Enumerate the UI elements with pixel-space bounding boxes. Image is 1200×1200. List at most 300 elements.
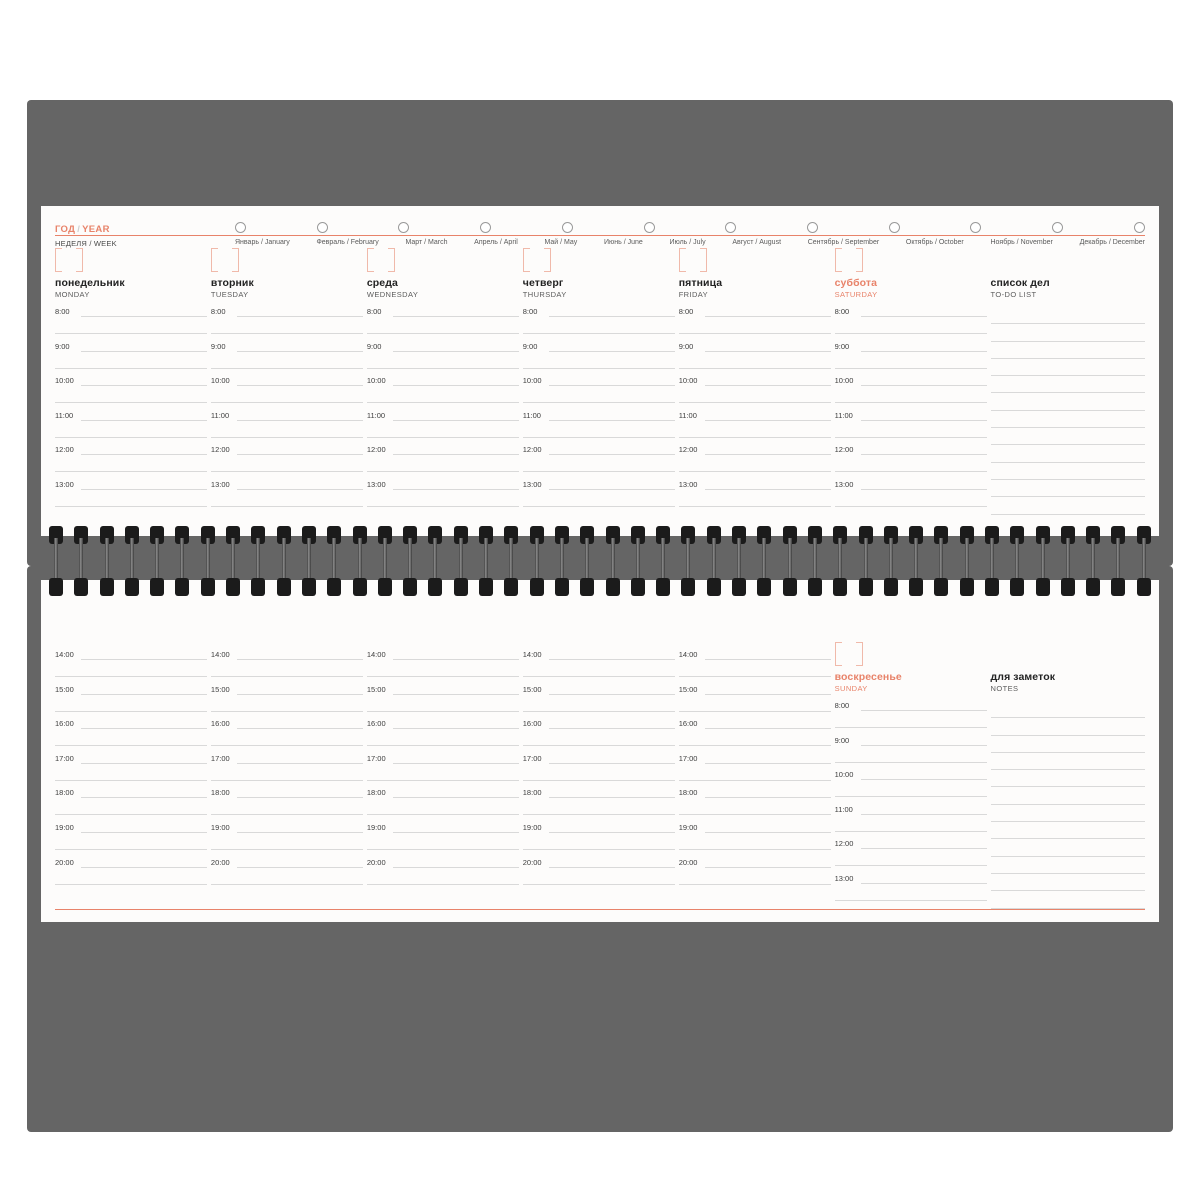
writing-line[interactable] <box>861 385 987 386</box>
writing-line[interactable] <box>991 445 1145 462</box>
writing-line[interactable] <box>237 385 363 386</box>
writing-line[interactable] <box>237 420 363 421</box>
writing-line[interactable] <box>237 832 363 833</box>
writing-line[interactable] <box>679 814 831 815</box>
writing-line[interactable] <box>55 849 207 850</box>
writing-line[interactable] <box>835 506 987 507</box>
writing-line[interactable] <box>81 489 207 490</box>
month-checkbox[interactable] <box>480 222 491 233</box>
time-slot[interactable] <box>55 411 209 446</box>
writing-line[interactable] <box>237 763 363 764</box>
writing-line[interactable] <box>55 437 207 438</box>
month-checkbox[interactable] <box>562 222 573 233</box>
writing-line[interactable] <box>393 489 519 490</box>
time-slot[interactable] <box>523 650 677 685</box>
writing-line[interactable] <box>835 831 987 832</box>
writing-line[interactable] <box>861 489 987 490</box>
writing-line[interactable] <box>237 316 363 317</box>
day-name-ru: суббота <box>834 277 878 289</box>
writing-line[interactable] <box>679 437 831 438</box>
writing-line[interactable] <box>705 316 831 317</box>
writing-line[interactable] <box>523 849 675 850</box>
time-slot[interactable] <box>679 445 833 480</box>
writing-line[interactable] <box>211 814 363 815</box>
writing-line[interactable] <box>861 420 987 421</box>
writing-line[interactable] <box>991 787 1145 804</box>
time-slot[interactable] <box>679 411 833 446</box>
writing-line[interactable] <box>367 884 519 885</box>
writing-line[interactable] <box>679 849 831 850</box>
writing-line[interactable] <box>523 745 675 746</box>
writing-line[interactable] <box>705 867 831 868</box>
date-bracket-field[interactable] <box>835 248 863 272</box>
time-slot[interactable] <box>835 736 989 771</box>
writing-line[interactable] <box>991 411 1145 428</box>
writing-line[interactable] <box>549 728 675 729</box>
writing-line[interactable] <box>835 762 987 763</box>
time-slot[interactable] <box>211 719 365 754</box>
time-slot[interactable] <box>835 307 989 342</box>
writing-line[interactable] <box>523 814 675 815</box>
writing-line[interactable] <box>549 385 675 386</box>
writing-line[interactable] <box>55 333 207 334</box>
time-slot[interactable] <box>523 858 677 893</box>
time-slot[interactable] <box>523 823 677 858</box>
time-label: 19:00 <box>366 822 386 832</box>
writing-line[interactable] <box>991 359 1145 376</box>
writing-line[interactable] <box>55 506 207 507</box>
writing-line[interactable] <box>835 402 987 403</box>
writing-line[interactable] <box>835 727 987 728</box>
writing-line[interactable] <box>991 805 1145 822</box>
writing-line[interactable] <box>211 676 363 677</box>
writing-line[interactable] <box>367 780 519 781</box>
date-bracket-field[interactable] <box>367 248 395 272</box>
writing-line[interactable] <box>861 710 987 711</box>
month-checkbox[interactable] <box>235 222 246 233</box>
time-label: 12:00 <box>522 445 542 455</box>
writing-line[interactable] <box>393 351 519 352</box>
writing-line[interactable] <box>991 839 1145 856</box>
writing-line[interactable] <box>55 676 207 677</box>
writing-line[interactable] <box>211 884 363 885</box>
time-label: 9:00 <box>366 341 382 351</box>
writing-line[interactable] <box>679 471 831 472</box>
writing-line[interactable] <box>237 797 363 798</box>
writing-line[interactable] <box>393 832 519 833</box>
writing-line[interactable] <box>367 471 519 472</box>
writing-line[interactable] <box>237 659 363 660</box>
time-label: 17:00 <box>366 753 386 763</box>
writing-line[interactable] <box>55 471 207 472</box>
writing-line[interactable] <box>211 780 363 781</box>
writing-line[interactable] <box>81 351 207 352</box>
writing-line[interactable] <box>367 849 519 850</box>
time-slot[interactable] <box>367 445 521 480</box>
writing-line[interactable] <box>705 385 831 386</box>
writing-line[interactable] <box>81 454 207 455</box>
writing-line[interactable] <box>991 753 1145 770</box>
writing-line[interactable] <box>393 316 519 317</box>
writing-line[interactable] <box>549 454 675 455</box>
time-slot[interactable] <box>55 858 209 893</box>
writing-line[interactable] <box>679 506 831 507</box>
writing-line[interactable] <box>835 796 987 797</box>
time-slot[interactable] <box>523 719 677 754</box>
time-slot[interactable] <box>679 307 833 342</box>
writing-line[interactable] <box>835 865 987 866</box>
writing-line[interactable] <box>393 694 519 695</box>
writing-line[interactable] <box>861 883 987 884</box>
writing-line[interactable] <box>523 402 675 403</box>
writing-line[interactable] <box>237 489 363 490</box>
time-slot[interactable] <box>835 480 989 515</box>
writing-line[interactable] <box>211 745 363 746</box>
time-slot[interactable] <box>211 307 365 342</box>
time-slot[interactable] <box>835 376 989 411</box>
writing-line[interactable] <box>367 676 519 677</box>
writing-line[interactable] <box>211 711 363 712</box>
time-slot[interactable] <box>55 685 209 720</box>
time-label: 9:00 <box>55 341 70 351</box>
writing-line[interactable] <box>211 402 363 403</box>
writing-line[interactable] <box>549 316 675 317</box>
writing-line[interactable] <box>549 489 675 490</box>
time-label: 18:00 <box>366 788 386 798</box>
writing-line[interactable] <box>991 393 1145 410</box>
writing-line[interactable] <box>81 316 207 317</box>
time-slot[interactable] <box>679 376 833 411</box>
writing-line[interactable] <box>991 891 1145 908</box>
month-checkbox[interactable] <box>1052 222 1063 233</box>
writing-line[interactable] <box>523 711 675 712</box>
time-slot[interactable] <box>211 650 365 685</box>
writing-line[interactable] <box>393 728 519 729</box>
day-name-ru: понедельник <box>55 277 125 289</box>
writing-line[interactable] <box>55 814 207 815</box>
writing-line[interactable] <box>81 797 207 798</box>
time-slot[interactable] <box>55 480 209 515</box>
time-slot[interactable] <box>679 754 833 789</box>
time-slot[interactable] <box>679 788 833 823</box>
date-bracket-field[interactable] <box>523 248 551 272</box>
time-slot[interactable] <box>523 445 677 480</box>
writing-line[interactable] <box>523 471 675 472</box>
day-name-ru: список дел <box>990 277 1050 289</box>
time-slot[interactable] <box>367 307 521 342</box>
writing-line[interactable] <box>679 333 831 334</box>
time-slot[interactable] <box>55 788 209 823</box>
writing-line[interactable] <box>81 867 207 868</box>
time-slot[interactable] <box>367 719 521 754</box>
writing-line[interactable] <box>367 745 519 746</box>
time-slot[interactable] <box>211 823 365 858</box>
time-slot[interactable] <box>523 307 677 342</box>
time-slot[interactable] <box>679 858 833 893</box>
writing-line[interactable] <box>55 780 207 781</box>
writing-line[interactable] <box>861 351 987 352</box>
spiral-coil <box>327 520 341 610</box>
time-slot[interactable] <box>211 342 365 377</box>
time-slot[interactable] <box>835 411 989 446</box>
time-slot[interactable] <box>211 445 365 480</box>
writing-line[interactable] <box>211 368 363 369</box>
writing-line[interactable] <box>705 351 831 352</box>
writing-line[interactable] <box>211 471 363 472</box>
writing-line[interactable] <box>211 506 363 507</box>
time-slot[interactable] <box>835 805 989 840</box>
time-slot[interactable] <box>55 445 209 480</box>
writing-line[interactable] <box>367 711 519 712</box>
writing-line[interactable] <box>991 307 1145 324</box>
time-slot[interactable] <box>211 480 365 515</box>
month-checkbox[interactable] <box>725 222 736 233</box>
writing-line[interactable] <box>237 454 363 455</box>
time-slot[interactable] <box>835 839 989 874</box>
writing-line[interactable] <box>367 437 519 438</box>
time-slot[interactable] <box>523 376 677 411</box>
writing-line[interactable] <box>55 884 207 885</box>
time-slot[interactable] <box>211 754 365 789</box>
time-slot[interactable] <box>367 650 521 685</box>
writing-line[interactable] <box>55 711 207 712</box>
writing-line[interactable] <box>705 659 831 660</box>
time-slot[interactable] <box>835 770 989 805</box>
time-slot[interactable] <box>55 307 209 342</box>
time-slot[interactable] <box>679 685 833 720</box>
writing-line[interactable] <box>991 736 1145 753</box>
writing-line[interactable] <box>393 420 519 421</box>
time-slot[interactable] <box>367 823 521 858</box>
writing-line[interactable] <box>81 694 207 695</box>
writing-line[interactable] <box>237 694 363 695</box>
time-slot[interactable] <box>55 376 209 411</box>
time-slot[interactable] <box>523 754 677 789</box>
day-column-monday <box>55 248 209 528</box>
writing-line[interactable] <box>523 506 675 507</box>
writing-line[interactable] <box>549 797 675 798</box>
writing-line[interactable] <box>523 780 675 781</box>
writing-line[interactable] <box>211 849 363 850</box>
time-label: 10:00 <box>366 376 386 386</box>
writing-line[interactable] <box>81 659 207 660</box>
time-slot[interactable] <box>523 411 677 446</box>
writing-line[interactable] <box>991 324 1145 341</box>
writing-line[interactable] <box>81 763 207 764</box>
time-label: 13:00 <box>210 479 230 489</box>
writing-line[interactable] <box>237 351 363 352</box>
writing-line[interactable] <box>835 471 987 472</box>
time-slot[interactable] <box>367 858 521 893</box>
writing-line[interactable] <box>991 497 1145 514</box>
time-slot[interactable] <box>835 445 989 480</box>
writing-line[interactable] <box>237 867 363 868</box>
writing-line[interactable] <box>55 745 207 746</box>
writing-line[interactable] <box>393 659 519 660</box>
writing-line[interactable] <box>705 454 831 455</box>
writing-line[interactable] <box>991 874 1145 891</box>
writing-line[interactable] <box>679 676 831 677</box>
time-label: 20:00 <box>55 857 74 867</box>
time-slot[interactable] <box>367 480 521 515</box>
writing-line[interactable] <box>705 489 831 490</box>
writing-line[interactable] <box>991 701 1145 718</box>
month-checkbox[interactable] <box>1134 222 1145 233</box>
month-label: Февраль / February <box>316 239 379 246</box>
writing-line[interactable] <box>523 333 675 334</box>
writing-line[interactable] <box>81 420 207 421</box>
writing-line[interactable] <box>393 454 519 455</box>
writing-line[interactable] <box>991 770 1145 787</box>
time-slot[interactable] <box>55 754 209 789</box>
writing-line[interactable] <box>523 437 675 438</box>
writing-line[interactable] <box>549 659 675 660</box>
writing-line[interactable] <box>55 402 207 403</box>
writing-line[interactable] <box>367 368 519 369</box>
date-bracket-field[interactable] <box>835 642 863 666</box>
time-slot[interactable] <box>211 858 365 893</box>
writing-line[interactable] <box>991 822 1145 839</box>
writing-line[interactable] <box>523 676 675 677</box>
time-label: 8:00 <box>834 701 850 710</box>
time-slot[interactable] <box>523 342 677 377</box>
month-checkbox[interactable] <box>889 222 900 233</box>
time-slot[interactable] <box>367 788 521 823</box>
writing-line[interactable] <box>991 376 1145 393</box>
time-slot[interactable] <box>55 650 209 685</box>
writing-line[interactable] <box>211 333 363 334</box>
writing-line[interactable] <box>81 832 207 833</box>
time-slot[interactable] <box>835 874 989 909</box>
time-slot[interactable] <box>367 411 521 446</box>
writing-line[interactable] <box>705 797 831 798</box>
time-slot[interactable] <box>679 480 833 515</box>
date-bracket-field[interactable] <box>679 248 707 272</box>
writing-line[interactable] <box>679 780 831 781</box>
writing-line[interactable] <box>835 437 987 438</box>
todo-column <box>991 248 1145 528</box>
time-slot[interactable] <box>367 376 521 411</box>
time-slot[interactable] <box>211 685 365 720</box>
writing-line[interactable] <box>393 763 519 764</box>
time-slot[interactable] <box>679 719 833 754</box>
writing-line[interactable] <box>549 867 675 868</box>
writing-line[interactable] <box>835 333 987 334</box>
date-bracket-field[interactable] <box>211 248 239 272</box>
day-name-en: NOTES <box>990 684 1019 693</box>
writing-line[interactable] <box>549 763 675 764</box>
day-column-friday <box>679 248 833 528</box>
time-slot[interactable] <box>679 823 833 858</box>
writing-line[interactable] <box>367 814 519 815</box>
writing-line[interactable] <box>679 884 831 885</box>
time-slot[interactable] <box>523 788 677 823</box>
writing-line[interactable] <box>367 402 519 403</box>
writing-line[interactable] <box>861 814 987 815</box>
writing-line[interactable] <box>835 368 987 369</box>
time-slot[interactable] <box>211 411 365 446</box>
writing-line[interactable] <box>991 463 1145 480</box>
writing-line[interactable] <box>991 342 1145 359</box>
time-slot[interactable] <box>523 685 677 720</box>
month-checkbox[interactable] <box>970 222 981 233</box>
time-slot[interactable] <box>835 342 989 377</box>
writing-line[interactable] <box>211 437 363 438</box>
time-slot[interactable] <box>835 701 989 736</box>
writing-line[interactable] <box>705 832 831 833</box>
writing-line[interactable] <box>861 779 987 780</box>
spiral-coil <box>1061 520 1075 610</box>
writing-line[interactable] <box>679 368 831 369</box>
writing-line[interactable] <box>549 420 675 421</box>
time-slot[interactable] <box>367 342 521 377</box>
writing-line[interactable] <box>705 420 831 421</box>
spiral-coil <box>833 520 847 610</box>
writing-line[interactable] <box>367 333 519 334</box>
writing-line[interactable] <box>861 745 987 746</box>
time-slot[interactable] <box>367 685 521 720</box>
writing-line[interactable] <box>55 368 207 369</box>
writing-line[interactable] <box>679 402 831 403</box>
writing-line[interactable] <box>991 480 1145 497</box>
writing-line[interactable] <box>393 385 519 386</box>
writing-line[interactable] <box>861 848 987 849</box>
month-checkbox[interactable] <box>317 222 328 233</box>
time-label: 20:00 <box>366 857 386 867</box>
writing-line[interactable] <box>549 832 675 833</box>
writing-line[interactable] <box>705 694 831 695</box>
time-slot[interactable] <box>55 719 209 754</box>
time-slot[interactable] <box>523 480 677 515</box>
day-name-en: SATURDAY <box>834 290 878 299</box>
time-slot[interactable] <box>367 754 521 789</box>
writing-line[interactable] <box>705 728 831 729</box>
spiral-coil <box>403 520 417 610</box>
writing-line[interactable] <box>393 867 519 868</box>
time-slot[interactable] <box>679 342 833 377</box>
month-checkbox[interactable] <box>398 222 409 233</box>
writing-line[interactable] <box>861 454 987 455</box>
writing-line[interactable] <box>393 797 519 798</box>
spiral-coil <box>1010 520 1024 610</box>
writing-line[interactable] <box>991 718 1145 735</box>
writing-line[interactable] <box>835 900 987 901</box>
month-checkbox[interactable] <box>644 222 655 233</box>
writing-line[interactable] <box>991 428 1145 445</box>
writing-line[interactable] <box>679 745 831 746</box>
month-checkbox[interactable] <box>807 222 818 233</box>
writing-line[interactable] <box>991 857 1145 874</box>
writing-line[interactable] <box>81 728 207 729</box>
time-slot[interactable] <box>55 823 209 858</box>
time-slot[interactable] <box>679 650 833 685</box>
writing-line[interactable] <box>549 351 675 352</box>
date-bracket-field[interactable] <box>55 248 83 272</box>
writing-line[interactable] <box>679 711 831 712</box>
time-slot[interactable] <box>211 376 365 411</box>
writing-line[interactable] <box>523 884 675 885</box>
writing-line[interactable] <box>81 385 207 386</box>
time-slot[interactable] <box>211 788 365 823</box>
writing-line[interactable] <box>549 694 675 695</box>
time-slot[interactable] <box>55 342 209 377</box>
spiral-coil <box>960 520 974 610</box>
writing-line[interactable] <box>523 368 675 369</box>
writing-line[interactable] <box>237 728 363 729</box>
writing-line[interactable] <box>367 506 519 507</box>
writing-line[interactable] <box>861 316 987 317</box>
writing-line[interactable] <box>705 763 831 764</box>
